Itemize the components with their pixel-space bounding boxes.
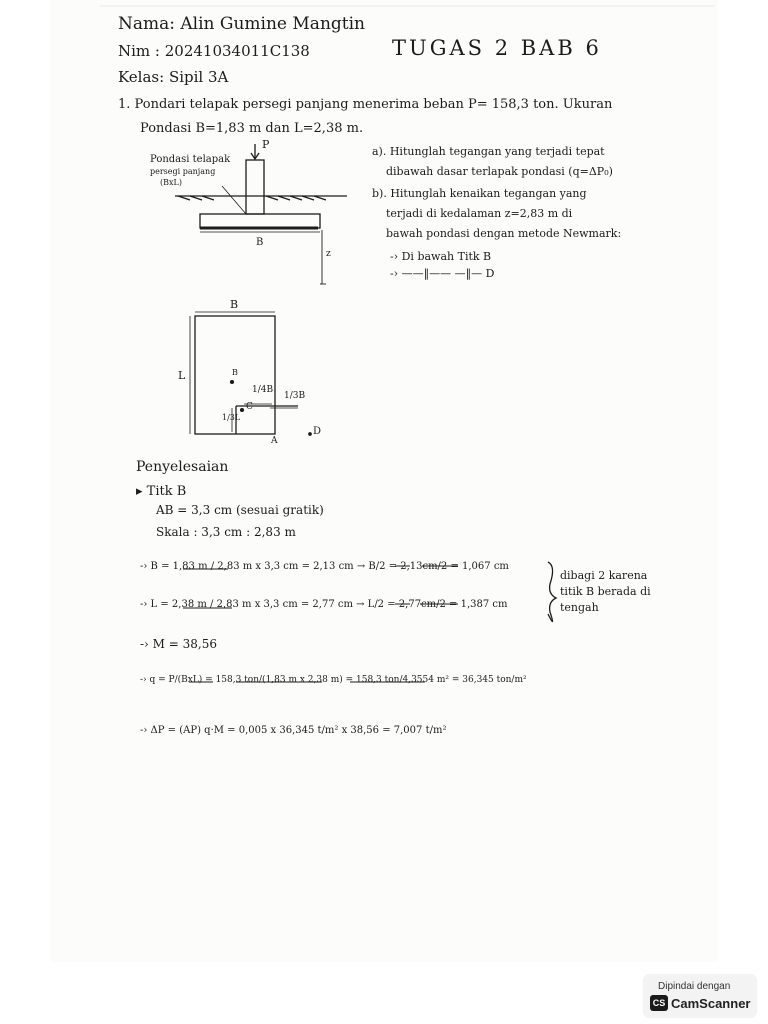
figure2-third-b: 1/3B [284,391,306,401]
note-line-1: dibagi 2 karena [560,569,648,582]
figure1-load-p: P [262,138,270,151]
note-line-2: titik B berada di [560,585,651,598]
student-class: Kelas: Sipil 3A [118,68,229,86]
question-b-line-2: terjadi di kedalaman z=2,83 m di [386,207,573,220]
figure1-label-3: (BxL) [160,178,182,187]
figure2-quarter-b: 1/4B [252,385,274,395]
figure1-depth-z: z [326,249,331,259]
solution-ab: AB = 3,3 cm (sesuai gratik) [156,503,324,517]
solution-heading: Penyelesaian [136,459,229,475]
fraction-bars [183,566,458,682]
problem-line-1: 1. Pondari telapak persegi panjang menerima beban P= 158,3 ton. Ukuran [118,97,613,112]
note-brace [548,562,556,622]
solution-b-equation: -› B = 1,83 m / 2,83 m x 3,3 cm = 2,13 cm → B/2 = 2,13cm/2 = 1,067 cm [140,561,509,572]
solution-m-equation: -› M = 38,56 [140,637,217,651]
solution-dp-equation: -› ΔP = (AP) q·M = 0,005 x 36,345 t/m² x 38,56 = 7,007 t/m² [140,725,447,736]
question-a-line-2: dibawah dasar terlapak pondasi (q=ΔP₀) [386,165,613,178]
figure1-label-2: persegi panjang [150,167,216,176]
figure2-width-b: B [230,298,239,311]
student-nim: Nim : 20241034011C138 [118,42,310,60]
camscanner-badge [644,975,756,1017]
question-b-line-3: bawah pondasi dengan metode Newmark: [386,227,622,240]
camscanner-brand: CamScanner [671,996,751,1011]
figure2-point-c: C [246,402,253,412]
foundation-plan-figure [190,312,311,435]
figure1-width-b: B [256,237,264,248]
foundation-section-figure [175,144,347,284]
note-line-3: tengah [560,601,599,614]
question-b-line-4: -› Di bawah Titk B [390,250,492,263]
camscanner-logo-icon: CS [650,995,668,1011]
figure2-point-d: D [313,426,322,437]
figure2-third-l: 1/3L [222,413,241,422]
figure2-length-l: L [178,369,186,382]
question-b-line-1: b). Hitunglah kenaikan tegangan yang [372,187,587,200]
solution-scale: Skala : 3,3 cm : 2,83 m [156,525,296,539]
problem-line-2: Pondasi B=1,83 m dan L=2,38 m. [140,121,364,136]
assignment-title: TUGAS 2 BAB 6 [392,36,602,60]
scanned-caption: Dipindai dengan [658,981,731,992]
question-a-line-1: a). Hitunglah tegangan yang terjadi tepat [372,145,605,158]
question-b-line-5: -› ——‖—— —‖— D [390,267,495,280]
figure2-point-b: B [232,368,238,377]
student-name: Nama: Alin Gumine Mangtin [118,14,365,34]
solution-sub-heading: ▸ Titk B [136,484,187,499]
figure1-label-1: Pondasi telapak [150,154,231,165]
solution-l-equation: -› L = 2,38 m / 2,83 m x 3,3 cm = 2,77 cm → L/2 = 2,77cm/2 = 1,387 cm [140,599,508,610]
figure2-point-a: A [271,436,278,446]
solution-q-equation: -› q = P/(BxL) = 158,3 ton/(1,83 m x 2,38 m) = 158,3 ton/4,3554 m² = 36,345 ton/m² [140,675,527,685]
